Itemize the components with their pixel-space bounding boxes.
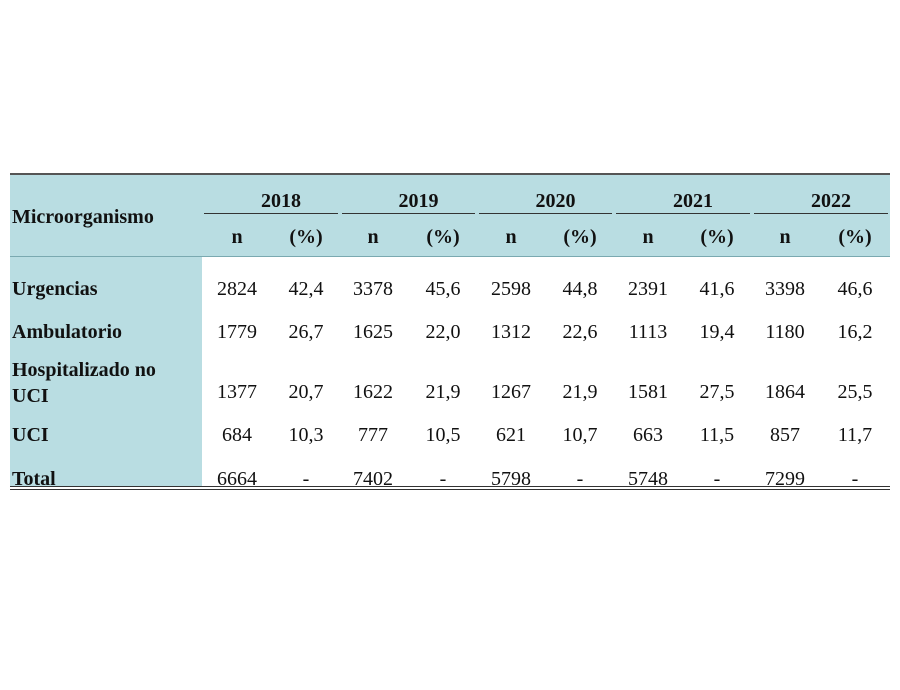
cell-n: 2391: [628, 278, 668, 300]
cell-pct: -: [576, 468, 584, 490]
cell-pct: 41,6: [699, 278, 735, 300]
subheader-pct: (%): [563, 226, 597, 248]
cell-pct: 21,9: [562, 381, 598, 403]
cell-n: 1864: [765, 381, 805, 403]
year-header: 2020: [535, 190, 576, 212]
cell-n: 5748: [628, 468, 668, 490]
cell-n: 1779: [217, 321, 257, 343]
cell-pct: 26,7: [288, 321, 324, 343]
subheader-n: n: [231, 226, 243, 248]
cell-n: 684: [222, 424, 252, 446]
cell-n: 6664: [217, 468, 257, 490]
subheader-pct: (%): [426, 226, 460, 248]
row-label: UCI: [12, 385, 49, 407]
cell-pct: 11,7: [837, 424, 873, 446]
cell-n: 7402: [353, 468, 393, 490]
subheader-n: n: [779, 226, 791, 248]
year-underline: [754, 213, 888, 214]
cell-pct: -: [851, 468, 859, 490]
cell-n: 2598: [491, 278, 531, 300]
cell-pct: 22,6: [562, 321, 598, 343]
cell-n: 3378: [353, 278, 393, 300]
subheader-pct: (%): [838, 226, 872, 248]
data-table: [10, 173, 890, 491]
cell-pct: 22,0: [425, 321, 461, 343]
cell-n: 1113: [628, 321, 668, 343]
cell-n: 777: [358, 424, 388, 446]
cell-n: 1377: [217, 381, 257, 403]
cell-n: 621: [496, 424, 526, 446]
cell-pct: 45,6: [425, 278, 461, 300]
year-header: 2022: [811, 190, 851, 212]
cell-n: 663: [633, 424, 663, 446]
year-header: 2021: [673, 190, 713, 212]
cell-pct: 21,9: [425, 381, 461, 403]
stub-header: Microorganismo: [12, 206, 154, 228]
cell-pct: 27,5: [699, 381, 735, 403]
cell-pct: 10,5: [425, 424, 461, 446]
cell-n: 2824: [217, 278, 257, 300]
row-label: Urgencias: [12, 278, 98, 300]
cell-pct: 19,4: [699, 321, 735, 343]
year-underline: [479, 213, 612, 214]
cell-n: 857: [770, 424, 800, 446]
cell-pct: 16,2: [837, 321, 873, 343]
cell-n: 1267: [491, 381, 531, 403]
year-underline: [204, 213, 338, 214]
table-top-rule: [10, 173, 890, 175]
cell-pct: 42,4: [288, 278, 324, 300]
cell-n: 1581: [628, 381, 668, 403]
subheader-n: n: [505, 226, 517, 248]
cell-n: 5798: [491, 468, 531, 490]
subheader-n: n: [642, 226, 654, 248]
cell-pct: 20,7: [288, 381, 324, 403]
cell-pct: 25,5: [837, 381, 873, 403]
cell-n: 1622: [353, 381, 393, 403]
cell-pct: -: [713, 468, 721, 490]
year-header: 2019: [398, 190, 439, 212]
cell-pct: 44,8: [562, 278, 598, 300]
header-bottom-rule: [10, 256, 890, 257]
year-header: 2018: [261, 190, 301, 212]
row-label: Hospitalizado no: [12, 359, 156, 381]
cell-n: 1180: [765, 321, 805, 343]
year-underline: [616, 213, 750, 214]
year-underline: [342, 213, 475, 214]
cell-pct: -: [439, 468, 447, 490]
cell-n: 1312: [491, 321, 531, 343]
cell-n: 1625: [353, 321, 393, 343]
subheader-pct: (%): [289, 226, 323, 248]
row-label: Ambulatorio: [12, 321, 122, 343]
cell-pct: 46,6: [837, 278, 873, 300]
subheader-n: n: [367, 226, 379, 248]
cell-n: 3398: [765, 278, 805, 300]
cell-pct: 11,5: [699, 424, 735, 446]
row-label: UCI: [12, 424, 49, 446]
cell-pct: 10,7: [562, 424, 598, 446]
cell-n: 7299: [765, 468, 805, 490]
cell-pct: 10,3: [288, 424, 324, 446]
row-label: Total: [12, 468, 56, 490]
subheader-pct: (%): [700, 226, 734, 248]
cell-pct: -: [302, 468, 310, 490]
